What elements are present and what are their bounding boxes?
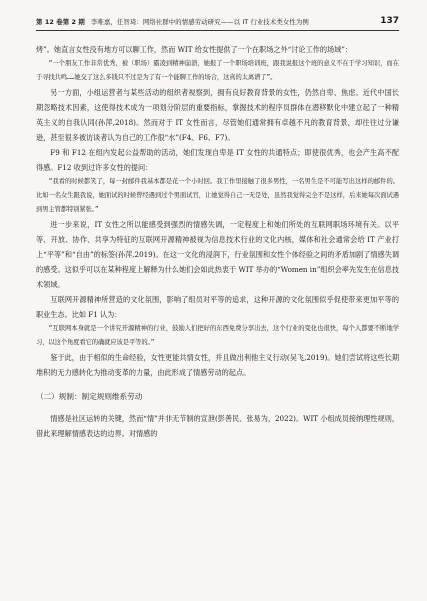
paragraph: 鉴于此，由于相似的生命经验，女性更能共情女性，并且做出利他主义行动(吴飞,2019)。她们尝试将这些长期堆积的无力感转化为推动变革的力量，由此形成了情感劳动的起点。 — [36, 353, 399, 377]
interview-quote: “一个朋友工作非常优秀，被（职场）霸凌到精神崩溃，她报了一个职场培训班，跟我说报这个班的意义不在于学习知识，而在于寻找共鸣……她交了这么多钱只不过是为了有一个能聊工作的场合，这真的太离谱了”。 — [36, 60, 399, 81]
paragraph: 另一方面，小组运营者与某些活动的组织者视察到，拥有良好教育背景的女性，仍然自卑、焦虑。近代中国长期忽略技术因素，这使得技术成为一项划分阶层的重要指标，掌握技术的程序员群体在潜移默化中建立起了一种精英主义的自我认同(孙萍,2018)。然而对于 IT 女性而言，尽管她们通常拥有卓越不凡的教育背景，却往往过分谦逊，甚至很多被访谈者认为自己的工作很“水”(F4、F6、F7)。 — [36, 88, 399, 142]
header-article-title: 李唯嘉，任智琦：网络社群中的情感劳动研究——以 IT 行业技术类女性为例 — [90, 18, 309, 26]
article-body — [36, 42, 399, 441]
page-number: 137 — [380, 16, 399, 26]
paragraph: 烤”。她直言女性没有地方可以聊工作，然而 WIT 给女性提供了一个在职场之外“讨论工作的场域”： — [36, 45, 353, 54]
running-header — [36, 0, 399, 31]
paragraph: 互联网开源精神所营造的文化氛围，影响了组员对平等的追求，这种开源的文化氛围似乎促使带来更加平等的职业生态。比如 F1 认为： — [36, 295, 399, 319]
paragraph: F9 和 F12 在组内发起公益帮助的活动，她们发现自卑是 IT 女性的共通特点；即使很优秀，也会产生高不配得感。F12 收到过许多女性的提问： — [36, 148, 399, 172]
interview-quote: “互联网本身就是一个讲究开源精神的行业，鼓励人们把好的东西免费分享出去，这个行业的变化也很快，每个人都要不断地学习，以这个角度看它的确就应该是平等的。” — [36, 325, 399, 346]
header-volume: 第 12 卷第 2 期 — [36, 18, 85, 26]
section-heading: （二）规制：制定规则维系劳动 — [36, 392, 143, 401]
paragraph: 进一步来说，IT 女性之所以能感受到强烈的情感失调，一定程度上和她们所处的互联网职场环境有关。以平等、开放、协作、共享为特征的互联网开源精神被视为信息技术行业的文化内核，媒体和社会通常会给 IT 产业打上“平等”和“自由”的标签(孙萍,2019)。在这一文化的浸润下，行业氛围和女性个体经验之间的矛盾加剧了情感失调的感受。这似乎可以在某种程度上解释为什么她们会如此热衷于 WIT 举办的“Women in”组织会率先发生在信息技术领域。 — [36, 220, 399, 289]
paragraph: 情感是社区运转的关键，然而“情”并非无节制的宣泄(彭善民、张易为，2022)。WIT 小组成员接纳理性规则，借此来理解情感表达的边界。对情感的 — [36, 414, 399, 438]
header-citation — [36, 17, 309, 26]
interview-quote: “我看的时候都笑了，每一封邮件我基本都是花一个小时回。我工作里接触了很多男性，一名男生是不可能写出这样的邮件的。比如一名女生跟我说，她面试的时候曾经遇到过个男面试官，让她觉得自己一无是处，虽然我觉得完全不是这样，后来她每次面试遇到男主管都特别紧张。” — [36, 178, 399, 213]
